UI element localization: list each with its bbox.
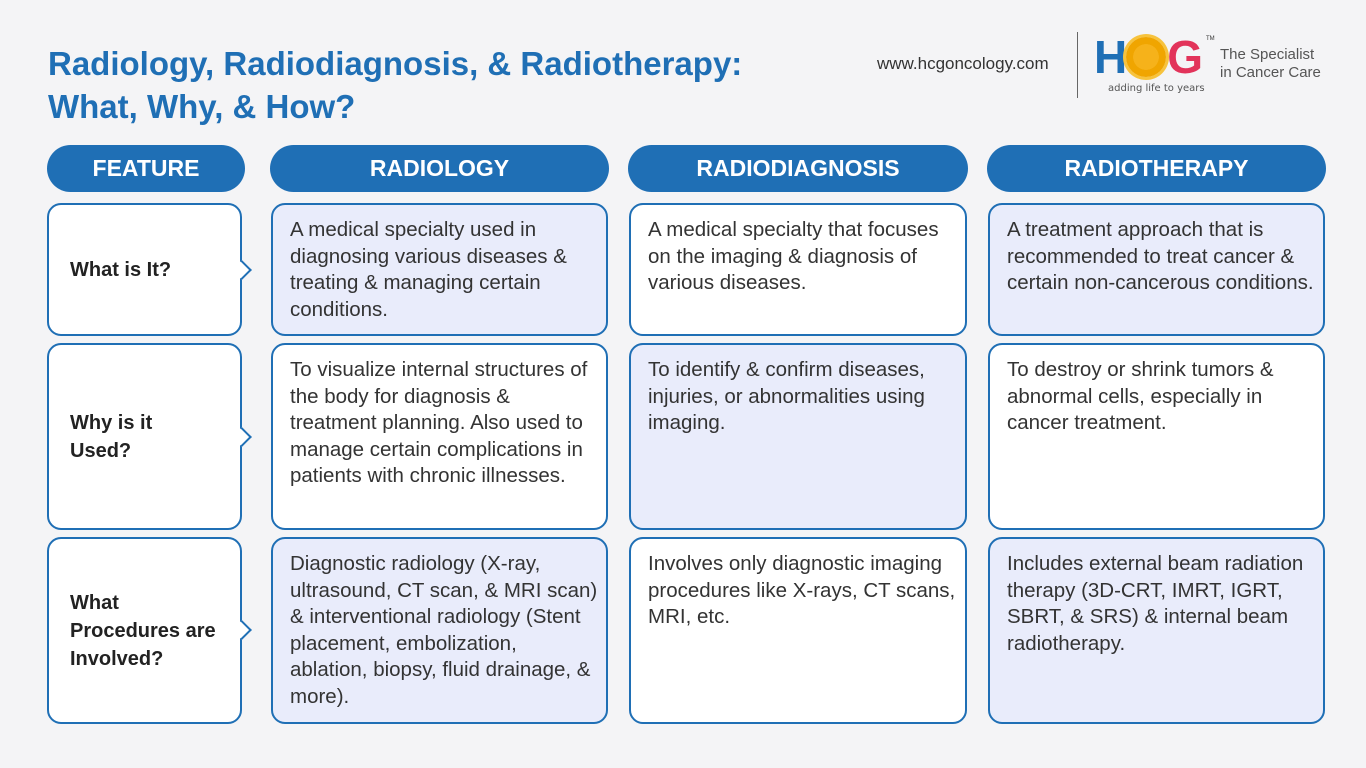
logo-letter-h: H [1094,31,1126,83]
specialist-line-2: in Cancer Care [1220,64,1321,81]
logo-tagline: adding life to years [1108,83,1205,94]
feature-label: What is It? [70,258,172,281]
radiology-what-cell: A medical specialty used in diagnosing various diseases & treating & managing certain conditions. [271,203,608,336]
website-link[interactable]: www.hcgoncology.com [877,54,1049,73]
column-header-radiotherapy: RADIOTHERAPY [987,145,1326,192]
radiodiagnosis-procedures-cell: Involves only diagnostic imaging procedures like X-rays, CT scans, MRI, etc. [629,537,967,724]
radiotherapy-procedures-cell: Includes external beam radiation therapy (3D-CRT, IMRT, IGRT, SBRT, & SRS) & internal beam radiotherapy. [988,537,1325,724]
page-title [48,42,742,128]
radiology-why-cell: To visualize internal structures of the body for diagnosis & treatment planning. Also used to manage certain complications in patients with chronic illnesses. [271,343,608,530]
header-divider [1077,32,1078,98]
radiodiagnosis-why-cell: To identify & confirm diseases, injuries, or abnormalities using imaging. [629,343,967,530]
sun-icon [1126,37,1166,77]
radiology-procedures-cell: Diagnostic radiology (X-ray, ultrasound, CT scan, & MRI scan) & interventional radiology (Stent placement, embolization, ablation, biopsy, fluid drainage, & more). [271,537,608,724]
column-header-feature: FEATURE [47,145,245,192]
column-header-radiodiagnosis: RADIODIAGNOSIS [628,145,968,192]
feature-cell-procedures [47,537,242,724]
feature-label: Why is it Used? [70,411,153,462]
hcg-logo [1094,31,1215,96]
trademark-icon: TM [1206,36,1215,42]
logo-letter-g: G [1167,31,1202,83]
radiodiagnosis-what-cell: A medical specialty that focuses on the imaging & diagnosis of various diseases. [629,203,967,336]
title-line-2: What, Why, & How? [48,88,356,125]
specialist-line-1: The Specialist [1220,46,1315,63]
title-line-1: Radiology, Radiodiagnosis, & Radiotherapy: [48,45,743,82]
radiotherapy-what-cell: A treatment approach that is recommended to treat cancer & certain non-cancerous conditions. [988,203,1325,336]
specialist-tagline [1220,46,1321,82]
feature-label: What Procedures are Involved? [70,591,216,670]
feature-cell-why [47,343,242,530]
feature-cell-what [47,203,242,336]
column-header-radiology: RADIOLOGY [270,145,609,192]
radiotherapy-why-cell: To destroy or shrink tumors & abnormal cells, especially in cancer treatment. [988,343,1325,530]
